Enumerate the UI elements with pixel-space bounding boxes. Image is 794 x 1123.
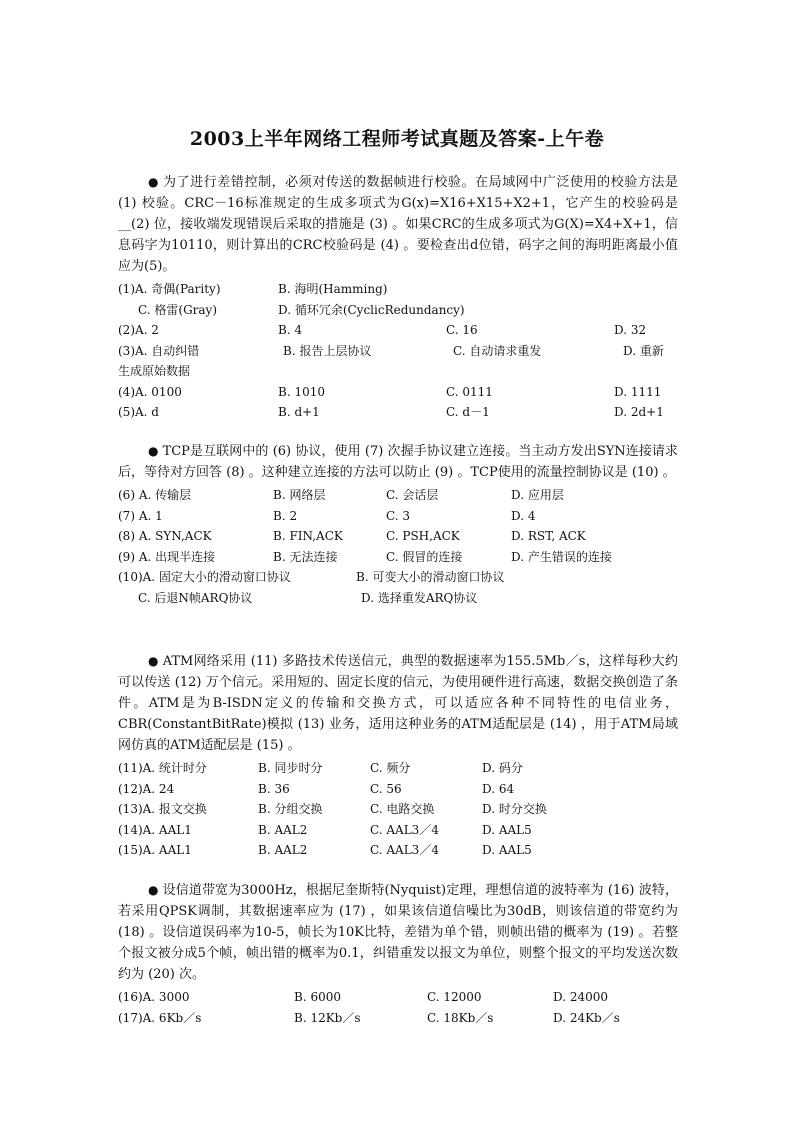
option: B. 4: [278, 323, 303, 337]
question-block-4: [118, 880, 678, 1028]
option: C. AAL3／4: [370, 843, 439, 857]
option: B. AAL2: [258, 843, 308, 857]
option: D. 64: [482, 781, 515, 796]
option: B. FIN,ACK: [273, 529, 343, 543]
option: B. 可变大小的滑动窗口协议: [356, 570, 505, 584]
option: (17)A. 6Kb／s: [118, 1010, 202, 1025]
option: (13)A. 报文交换: [118, 802, 207, 816]
option: C. 56: [370, 781, 402, 796]
question-text: ATM网络采用 (11) 多路技术传送信元，典型的数据速率为155.5Mb／s，这样每秒大约可以传送 (12) 万个信元。采用短的、固定长度的信元，为使用硬件进行高速，数据交换创造了条件。ATM是为B-ISDN定义的传输和交换方式，可以适应各种不同特性的电信业务，CBR(ConstantBitRate)模拟 (13) 业务，适用这种业务的ATM适配层是 (14) ，用于ATM局域网仿真的ATM适配层是 (15) 。: [118, 654, 678, 753]
question-text: 为了进行差错控制，必须对传送的数据帧进行校验。在局域网中广泛使用的校验方法是 (1) 校验。CRC－16标准规定的生成多项式为G(x)=X16+X15+X2+1，它产生的校验码是 __(2) 位，接收端发现错误后采取的措施是 (3) 。如果CRC的生成多项式为G(X)=X4+X+1，信息码字为10110，则计算出的CRC校验码是 (4) 。要检查出d位错，码字之间的海明距离最小值应为(5)。: [118, 175, 678, 274]
option: C. 电路交换: [370, 802, 435, 816]
option-row: [118, 526, 678, 547]
option: D. 应用层: [511, 488, 564, 502]
question-paragraph: [118, 651, 678, 756]
option: (9) A. 出现半连接: [118, 549, 216, 564]
option: C. 3: [386, 508, 411, 523]
option: B. 36: [258, 781, 290, 796]
option: D. 循环冗余(CyclicRedundancy): [278, 302, 465, 317]
option: D. 32: [614, 323, 647, 337]
option: D. 24Kb／s: [553, 1010, 620, 1025]
option: (2)A. 2: [118, 323, 159, 337]
option: C. PSH,ACK: [386, 529, 460, 543]
option: D. 2d+1: [614, 405, 664, 419]
question-block-2: [118, 441, 678, 608]
option-continuation: 生成原始数据: [118, 364, 191, 378]
option-row: [118, 279, 678, 300]
option: D. 1111: [614, 384, 662, 399]
option: (6) A. 传输层: [118, 488, 192, 502]
option: C. d－1: [446, 405, 490, 419]
option-row: [118, 758, 678, 779]
option: D. 时分交换: [482, 802, 547, 816]
option: C. 自动请求重发: [453, 343, 542, 358]
option-row: [118, 799, 678, 820]
option-row: [118, 506, 678, 527]
option: (10)A. 固定大小的滑动窗口协议: [118, 570, 291, 584]
option: B. 报告上层协议: [283, 343, 372, 358]
option: D. RST, ACK: [511, 529, 586, 543]
option: (3)A. 自动纠错: [118, 343, 200, 358]
option-row: [118, 382, 678, 403]
question-paragraph: [118, 880, 678, 985]
option-row: [118, 567, 678, 588]
option: C. 会话层: [386, 488, 439, 502]
option: D. 24000: [553, 990, 608, 1004]
option: C. 后退N帧ARQ协议: [138, 590, 253, 605]
bullet-icon: ●: [148, 444, 159, 458]
question-text: TCP是互联网中的 (6) 协议，使用 (7) 次握手协议建立连接。当主动方发出SYN连接请求后，等待对方回答 (8) 。这种建立连接的方法可以防止 (9) 。TCP使用的流量控制协议是 (10) 。: [118, 444, 678, 480]
option: D. 重新: [623, 343, 664, 358]
option: B. 网络层: [273, 488, 326, 502]
option: (1)A. 奇偶(Parity): [118, 282, 221, 296]
option: D. 码分: [482, 761, 523, 775]
option: B. 1010: [278, 384, 325, 399]
option: D. 产生错误的连接: [511, 549, 612, 564]
option-row: [118, 320, 678, 341]
page-title: 2003上半年网络工程师考试真题及答案-上午卷: [189, 128, 605, 150]
option: (16)A. 3000: [118, 990, 190, 1004]
option-row: [118, 300, 678, 321]
option-row: [118, 402, 678, 423]
option: (12)A. 24: [118, 781, 175, 796]
option: C. AAL3／4: [370, 822, 439, 837]
question-block-1: [118, 172, 678, 423]
option: (11)A. 统计时分: [118, 761, 207, 775]
option-row: [118, 820, 678, 841]
question-text: 设信道带宽为3000Hz，根据尼奎斯特(Nyquist)定理，理想信道的波特率为 (16) 波特，若采用QPSK调制，其数据速率应为 (17) ，如果该信道信噪比为30dB，则该信道的带宽约为 (18) 。设信道误码率为10-5，帧长为10K比特，差错为单个错，则帧出错的概率为 (19) 。若整个报文被分成5个帧，帧出错的概率为0.1，纠错重发以报文为单位，则整个报文的平均发送次数约为 (20) 次。: [118, 883, 678, 982]
option: (8) A. SYN,ACK: [118, 529, 212, 543]
option-row: [118, 987, 678, 1008]
option: (5)A. d: [118, 405, 159, 419]
option: C. 12000: [427, 990, 482, 1004]
option: B. 12Kb／s: [294, 1010, 361, 1025]
option: B. 同步时分: [258, 761, 323, 775]
option: D. 4: [511, 508, 536, 523]
question-paragraph: [118, 441, 678, 483]
option: (7) A. 1: [118, 508, 163, 523]
option: C. 18Kb／s: [427, 1010, 494, 1025]
option-row: [118, 485, 678, 506]
option-row: [118, 840, 678, 861]
option: C. 频分: [370, 761, 411, 775]
option: B. d+1: [278, 405, 320, 419]
option-row: [118, 1008, 678, 1029]
option-row: [118, 341, 678, 362]
option-row: [118, 588, 678, 609]
option: C. 假冒的连接: [386, 549, 463, 564]
option-row: [118, 547, 678, 568]
option: B. 海明(Hamming): [278, 282, 388, 296]
option-row: [118, 779, 678, 800]
bullet-icon: ●: [148, 654, 159, 668]
option: D. AAL5: [482, 822, 532, 837]
option: (15)A. AAL1: [118, 843, 192, 857]
option: (14)A. AAL1: [118, 822, 192, 837]
option: C. 格雷(Gray): [138, 302, 218, 317]
option: (4)A. 0100: [118, 384, 182, 399]
option: C. 0111: [446, 384, 493, 399]
option: B. 分组交换: [258, 802, 323, 816]
question-block-3: [118, 651, 678, 861]
option: B. AAL2: [258, 822, 308, 837]
question-paragraph: [118, 172, 678, 277]
option: B. 无法连接: [273, 549, 338, 564]
bullet-icon: ●: [148, 883, 159, 897]
option: D. AAL5: [482, 843, 532, 857]
option: D. 选择重发ARQ协议: [361, 590, 478, 605]
option-row: [118, 361, 678, 382]
option: B. 6000: [294, 990, 341, 1004]
bullet-icon: ●: [148, 175, 160, 189]
option: B. 2: [273, 508, 298, 523]
option: C. 16: [446, 323, 478, 337]
